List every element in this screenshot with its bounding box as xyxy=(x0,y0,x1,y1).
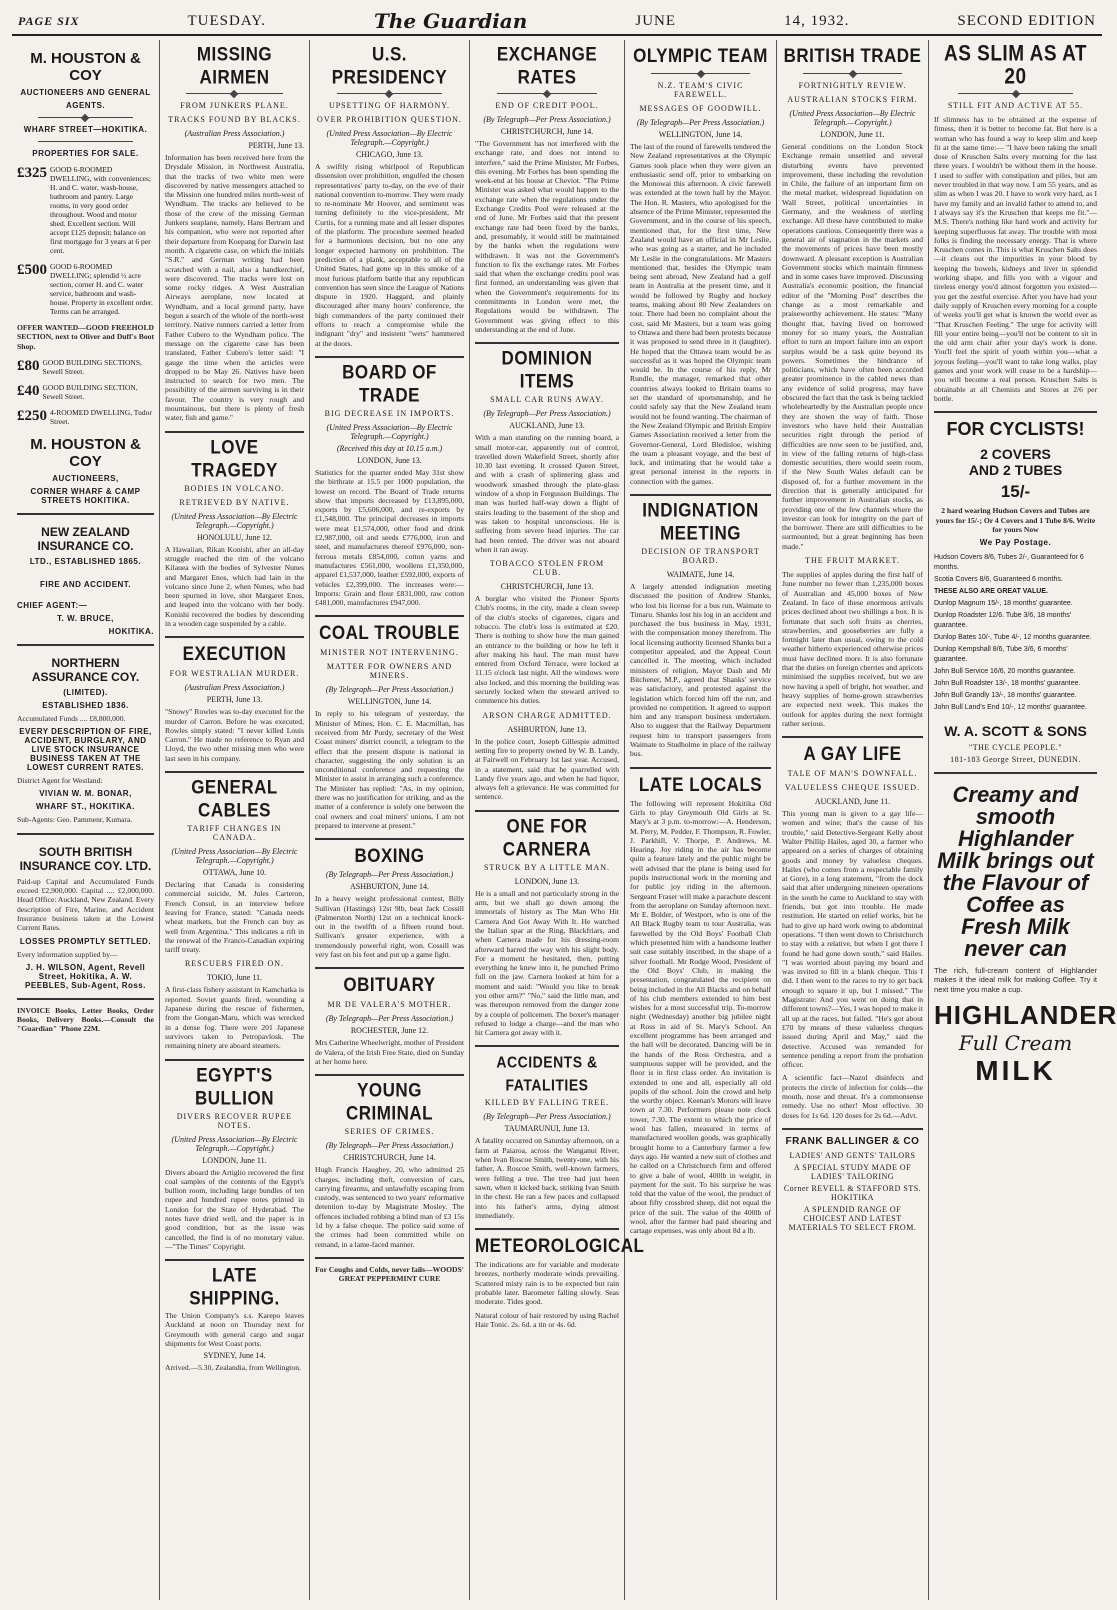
subheading: TALE OF MAN'S DOWNFALL. xyxy=(787,769,918,779)
article-body: The supplies of apples during the first half of June number no fewer than 1,235,000 boxes of Australian and 45,000 boxes of New Zealand. In face of these enormous arrivals prices declined about two shillings a box. It is fortunate that such soft fruits as cherries, strawberries, and gooseberries are fully a fortnight later than usual, owing to the cold weather hitherto experienced otherwise prices must have declined more. It is also fortunate that the duties on foreign cherries and apricots minimised the supplies received, but we are now having a spell of bright, hot weather, and heavy supplies of home-grown strawberries are expected next week. This makes the outlook for apples during the next fortnight rather serious. xyxy=(782,570,923,728)
ad-ballinger-special: A SPECIAL STUDY MADE OF LADIES' TAILORING xyxy=(793,1162,912,1181)
divider xyxy=(958,93,1072,94)
column-5 xyxy=(625,40,777,1600)
headline-coal-trouble: COAL TROUBLE xyxy=(319,621,460,644)
ad-cyclists xyxy=(934,419,1097,502)
dateline: LONDON, June 13. xyxy=(514,876,580,886)
divider xyxy=(165,1259,304,1261)
divider xyxy=(186,93,283,94)
dateline: CHRISTCHURCH, June 13. xyxy=(500,582,594,592)
agency-credit: (United Press Association—By Electric Telegraph.—Copyright.) xyxy=(171,511,298,530)
headline-general-cables: GENERAL CABLES xyxy=(191,776,278,821)
ad-ballinger-sub: LADIES' AND GENTS' TAILORS xyxy=(789,1150,916,1160)
subheading: END OF CREDIT POOL. xyxy=(495,101,599,110)
dateline: ROCHESTER, June 12. xyxy=(350,1026,429,1036)
ad-scott-title: W. A. SCOTT & SONS xyxy=(944,723,1087,740)
subheading: FROM JUNKERS PLANE. xyxy=(180,101,289,110)
ad-northern-title: NORTHERN ASSURANCE COY. xyxy=(31,655,140,684)
property-desc: GOOD BUILDING SECTION, Sewell Street. xyxy=(42,382,138,401)
headline-execution: EXECUTION xyxy=(182,642,287,665)
property-price: £80 xyxy=(17,357,40,374)
divider xyxy=(651,73,750,74)
divider xyxy=(475,810,619,812)
divider xyxy=(475,1228,619,1230)
masthead-date: 14, 1932. xyxy=(784,12,850,29)
edition-label: SECOND EDITION xyxy=(957,12,1096,29)
ad-district-agent: District Agent for Westland: xyxy=(17,776,103,786)
dateline: LONDON, June 11. xyxy=(202,1155,267,1165)
divider xyxy=(803,73,902,74)
agency-credit: (United Press Association—By Electric Telegraph.—Copyright.) xyxy=(171,847,298,866)
page-number: PAGE SIX xyxy=(18,13,80,28)
article-body: The last of the round of farewells tendered the New Zealand representatives at the Olympic Games took place when they were given an enthusiastic send off, prior to embarking on the Monowai this afternoon. A civic farewell was extended at the town hall by the Mayor. The Hon. R. Masters, who apologised for the absence of the Prime Minister, represented the Government, and in the course of his speech, mentioned that, for the first time, New Zealand would have an official in Mr Leslie, who was going as a starter, and he included Mr Leslie in the congratulations. Mr Masters mentioned that, besides the Olympic team being sent abroad, New Zealand had a golf team in Australia at the present time, and it would be followed by Rugby and hockey teams, making about 80 New Zealanders on tour. There had been no complaint about the cost, said Mr Masters, but a team was going to Ottawa and there had been protests because it was proposed to send three in it (laughter). He hoped that the Ottawa team would be as successful as it was hoped the Olympic team would be. In the course of his reply, Mr Rundle, the manager, remarked that other countries always looked to Britain teams to set the standard of sportsmanship, and he could safely say that the New Zealand team would not be found wanting. The chairman of the New Zealand Olympic and British Empire Games Association received a letter from the Governor-General, Lord Bledisloe, wishing the team a pleasant voyage, and the best of luck, and intimating that he would take a great personal interest in the reports in connection with the games. xyxy=(630,142,771,486)
ad-losses: LOSSES PROMPTLY SETTLED. xyxy=(19,936,152,946)
column-7 xyxy=(929,40,1117,1600)
subheading: STRUCK BY A LITTLE MAN. xyxy=(483,862,611,872)
masthead-day: TUESDAY. xyxy=(187,12,266,29)
dateline: HONOLULU, June 12. xyxy=(196,532,273,542)
divider xyxy=(165,1059,304,1061)
subheading: SERIES OF CRIMES. xyxy=(344,1127,435,1137)
article-body: A fatality occurred on Saturday afternoon, on a farm at Paiaroa, across the Wanganui River, when Ivan Roscoe Smith, twenty-one, with his father, A. Roscoe Smith, well-known farmers, were felling a tree. The tree had just been sawn, when it kicked back, striking Ivan Smith in the chest. He ran a few paces and collapsed into his father's arms, dying almost immediately. xyxy=(475,1136,619,1220)
ad-cyclists-postage: We Pay Postage. xyxy=(979,538,1052,548)
ad-northern-desc: EVERY DESCRIPTION OF FIRE, ACCIDENT, BURGLARY, AND LIVE STOCK INSURANCE BUSINESS TAKEN AT THE LOWEST CURRENT RATES. xyxy=(19,727,152,773)
subheading: MR DE VALERA'S MOTHER. xyxy=(327,1000,452,1010)
ad-cyclists-covers: 2 COVERS xyxy=(980,446,1051,463)
property-desc: GOOD BUILDING SECTIONS, Sewell Street. xyxy=(42,357,142,376)
divider xyxy=(38,141,134,142)
property-price: £500 xyxy=(17,262,47,278)
ad-properties-heading: PROPERTIES FOR SALE. xyxy=(32,149,139,158)
agency-credit: (Received this day at 10.15 a.m.) xyxy=(336,443,443,453)
list-item: John Bull Grandly 13/-, 18 months' guarantee. xyxy=(934,692,1077,700)
article-body: A first-class fishery assistant in Kamchatka is reported. Soviet guards fired, wounding a Japanese during the rescue of fishermen, from the Gongan-Maru, which was wrecked in a dense fog. There were 201 Japanese survivors taken to Petropavlosk. The remaining ninety are aboard steamers. xyxy=(165,985,304,1051)
dateline: SYDNEY, June 14. xyxy=(203,1351,266,1361)
agency-credit: (By Telegraph—Per Press Association.) xyxy=(483,115,611,124)
column-4 xyxy=(470,40,645,1600)
property-desc: 4-ROOMED DWELLING, Tudor Street. xyxy=(50,407,152,426)
article-body: Arrived.—5.30, Zealandia, from Wellington. xyxy=(165,1363,301,1373)
article-body: A burglar who visited the Pioneer Sports Club's rooms, in the city, made a clean sweep of the club's stocks of cigarettes, cigars and tobacco. The club's loss is estimated at £20. There is nothing to show how the man gained an entrance to the building or how he left it after making his haul. The man must have entered from Oxford Terrace, were locked at 11.15 o'clock last night. All the windows were also locked, and this morning the building was securely locked when the steward arrived to commence his duties. xyxy=(475,594,619,706)
column-1 xyxy=(12,40,160,1600)
headline-as-slim-as-at-20: AS SLIM AS AT 20 xyxy=(943,41,1088,89)
masthead-month: JUNE xyxy=(635,12,677,29)
divider xyxy=(934,772,1097,774)
property-listing xyxy=(17,358,154,376)
ad-info: Every information supplied by— xyxy=(17,949,118,959)
divider xyxy=(165,431,304,433)
dateline: TAUMARUNUI, June 13. xyxy=(504,1124,590,1134)
agency-credit: (By Telegraph—Per Press Association.) xyxy=(325,685,454,695)
ad-ballinger-address: Corner REVELL & STAFFORD STS. HOKITIKA xyxy=(783,1183,922,1202)
divider xyxy=(630,494,771,496)
subheading: MESSAGES OF GOODWILL. xyxy=(639,104,762,113)
article-body: The following will represent Hokitika Old Girls to play Greymouth Old Girls at St. Mary's at 3 p.m. to-morrow:—A. Henderson, M. Perry, M. Pedder, F. Thompson, R. Fowler, J. Parkhill, V. Thorpe, P. Andrews, M. Hearing. Joy riding in the air has become quite a feature lately and the public might be well advised that the plane is being used for pupils instructional work in the morning and for public joy riding in the afternoon. Sergeant Fraser will make a parachute descent from the aeroplane on Sunday afternoon next. Mr E. Bolder, of Westport, who is one of the All Black Rugby team to tour Australia, was farewelled by the Old Boys' Football Club which presented him with a handsome leather suit case suitably inscribed, in the shape of a silver football. Mr Rodge Wood, President of the Old Boys' Club, in making the presentation, congratulated the recipient on being included in the All Blacks and on behalf of his club members extended to him best wishes for a most successful trip. To-morrow night (Wednesday) another big jubilee night at Ross in aid of St. Mary's School. An excellent programme has been arranged and the hall will be decorated. Dancing will be in the hands of the Ross Orchestra, and a sumptuous supper will be provided, and the floor is in first class order. An invitation is extended to one and all, especially all old pupils of the school. Join the crowd and help the worthy object. Keenan's Motors will leave town at 7.30. Performers please note clock tower, 7.30. The extent to which the price of wool has fallen, measured in terms of manufactured woollen goods, was graphically brought home to a Canterbury farmer a few days ago. He wanted a new suit of clothes and he called on a Christchurch firm and offered to give a bale of wool, 400lb in weight, in payment for the suit. To his surprise he was told that the value of the wool, the product of about fifty crossbred sheep, did not equal the price of the suit. The value of the 400lb of wool, after the farmer had paid shearing and cartage expenses, was only about 8d a lb. xyxy=(630,798,771,1236)
headline-exchange-rates: EXCHANGE RATES xyxy=(496,43,598,88)
dateline: WELLINGTON, June 14. xyxy=(347,697,432,707)
divider xyxy=(337,93,441,94)
ad-highlander-slogan: Creamy and smooth Highlander Milk brings out the Flavour of Coffee as Fresh Milk never can xyxy=(937,782,1094,962)
divider xyxy=(475,1045,619,1047)
divider xyxy=(315,967,464,969)
subheading: DIVERS RECOVER RUPEE NOTES. xyxy=(176,1111,293,1130)
subheading: SMALL CAR RUNS AWAY. xyxy=(490,395,604,405)
ad-northern-est: ESTABLISHED 1836. xyxy=(42,700,129,710)
dateline: LONDON, June 11. xyxy=(820,130,885,139)
divider xyxy=(17,833,154,835)
subheading: N.Z. TEAM'S CIVIC FAREWELL. xyxy=(657,81,744,99)
headline-young-criminal: YOUNG CRIMINAL xyxy=(345,1079,434,1125)
subheading: MINISTER NOT INTERVENING. xyxy=(320,648,459,658)
list-item: Scotia Covers 8/6, Guaranteed 6 months. xyxy=(934,576,1063,584)
ad-scott-sub: "THE CYCLE PEOPLE." xyxy=(968,743,1063,753)
dateline: PERTH, June 13. xyxy=(206,695,263,705)
list-item: John Bull Service 16/6, 20 months guarantee. xyxy=(934,668,1076,676)
ad-invoice-books: INVOICE Books, Letter Books, Order Books, Delivery Books.—Consult the "Guardian" 'Phone 22M. xyxy=(17,1005,154,1034)
agency-credit: (Australian Press Association.) xyxy=(184,683,285,693)
divider xyxy=(497,93,598,94)
dateline: ASHBURTON, June 14. xyxy=(350,882,429,892)
divider xyxy=(315,1074,464,1076)
divider xyxy=(630,767,771,769)
ad-cyclists-tubes: AND 2 TUBES xyxy=(968,462,1063,479)
ad-northern-ltd: (LIMITED). xyxy=(63,687,108,697)
ad-houston-sub: AUCTIONEERS AND GENERAL xyxy=(20,88,151,97)
subheading: DECISION OF TRANSPORT BOARD. xyxy=(641,546,760,565)
article-body: The Union Company's s.s. Karepo leaves Auckland at noon on Thursday next for Greymouth with general cargo and sugar shipments for West Coast ports. xyxy=(165,1311,304,1349)
article-body: He is a small and not particularly strong in the arm, but we shall go down among the immortals of history as The Man Who Hit Carnera And Got Away With It. He watched the Italian spar at the Ring, Blackfriars, and when Carnera made for his dressing-room afterward barred the way with his slight body. For a moment he hesitated, then, putting everything he knew into it, he punched Primo full on the jaw. Carnera looked at him for a moment and said: "Would you like to break you other arm?" "No," said the little man, and was thereupon removed from the danger zone by a couple of policemen. The boxer's manager refused to lodge a charge—and the man who hit Carnera got away with it. xyxy=(475,888,619,1038)
subheading: OVER PROHIBITION QUESTION. xyxy=(317,115,462,124)
article-body: Statistics for the quarter ended May 31st show the birthrate at 15.5 per 1000 population, the lowest on record. The Board of Trade returns show that imports decreased by £13,895,000, exports by £5,606,000, and re-exports by £1,548,000. The principal decreases in imports were meat £1,574,000, other food and drink £2,987,000, oil and seeds £776,000, iron and steel, and manufactures thereof £976,000, non-ferrous metals £854,000, cotton yarns and manufactures £561,000, woollens £1,350,000, apparel £1,537,000, leather £592,000, exports of vehicles £2,399,000. The increases were:—Imports: Grain and flour £831,000, raw cotton £481,000, manufactures £947,000. xyxy=(315,467,464,608)
ad-subagents: Sub-Agents: Geo. Pammenr, Kumara. xyxy=(17,815,133,825)
list-item: John Bull Roadster 13/-, 18 months' guarantee. xyxy=(934,680,1081,688)
divider xyxy=(17,644,154,646)
agency-credit: (United Press Association—By Electric Telegraph.—Copyright.) xyxy=(326,129,453,147)
headline-love-tragedy: LOVE TRAGEDY xyxy=(191,435,278,481)
headline-missing-airmen: MISSING AIRMEN xyxy=(196,43,273,88)
headline-indignation-meeting: INDIGNATION MEETING xyxy=(642,498,759,544)
ad-houston-sub2: AGENTS. xyxy=(65,101,106,110)
subheading: TARIFF CHANGES IN CANADA. xyxy=(187,824,282,843)
subheading: TOBACCO STOLEN FROM CLUB. xyxy=(489,559,605,578)
ad-chief-agent-label: CHIEF AGENT:— xyxy=(17,600,88,610)
ad-houston-title-2: M. HOUSTON & COY xyxy=(30,435,141,470)
agency-credit: (United Press Association—By Electric Telegraph.—Copyright.) xyxy=(789,109,916,127)
property-price: £40 xyxy=(17,382,40,399)
article-body: Mrs Catherine Wheelwright, mother of President de Valera, of the Irish Free State, died on Sunday at her home here. xyxy=(315,1038,464,1066)
dateline: CHICAGO, June 13. xyxy=(355,150,424,159)
subheading: THE FRUIT MARKET. xyxy=(805,556,900,566)
column-3 xyxy=(310,40,470,1600)
agency-credit: (Australian Press Association.) xyxy=(184,129,285,138)
ad-agent-name: T. W. BRUCE, xyxy=(57,613,114,623)
ad-northern-funds: Accumulated Funds .... £8,800,000. xyxy=(17,713,126,723)
ad-fire-accident: FIRE AND ACCIDENT. xyxy=(39,579,132,589)
column-6 xyxy=(777,40,929,1600)
dateline: LONDON, June 13. xyxy=(357,455,422,465)
subheading: STILL FIT AND ACTIVE AT 55. xyxy=(947,101,1084,110)
property-desc: GOOD 6-ROOMED DWELLING; splendid ½ acre section, corner H. and C. water service, bathroom and wash-house. Property in excellent order. Terms can be arranged. xyxy=(50,262,153,316)
subheading: RESCUERS FIRED ON. xyxy=(184,959,285,969)
dateline: CHRISTCHURCH, June 14. xyxy=(343,1153,436,1163)
ad-highlander-text: The rich, full-cream content of Highlander makes it the ideal milk for making Coffee. Try it next time you make a cup. xyxy=(934,966,1097,994)
agency-credit: (By Telegraph—Per Press Association.) xyxy=(483,409,611,419)
divider xyxy=(17,513,154,515)
ad-ballinger-title: FRANK BALLINGER & CO xyxy=(785,1135,920,1147)
headline-accidents: ACCIDENTS & FATALITIES xyxy=(496,1052,598,1095)
ad-highlander-brand: HIGHLANDER xyxy=(934,999,1117,1030)
subheading: MATTER FOR OWNERS AND MINERS. xyxy=(326,662,453,681)
list-item: Dunlop Kempshall 8/6, Tube 3/6, 6 months' guarantee. xyxy=(934,646,1068,664)
agency-credit: (By Telegraph—Per Press Association.) xyxy=(483,1112,611,1122)
subheading: UPSETTING OF HARMONY. xyxy=(328,101,451,110)
ad-cyclists-note: 2 hard wearing Hudson Covers and Tubes are yours for 15/-; Or 4 Covers and 1 Tube 8/6. Write for yours Now xyxy=(935,506,1096,534)
subheading: ARSON CHARGE ADMITTED. xyxy=(482,710,612,720)
dateline: AUCKLAND, June 11. xyxy=(814,797,891,807)
columns xyxy=(12,40,1117,1600)
headline-dominion-items: DOMINION ITEMS xyxy=(501,347,593,393)
agency-credit: (By Telegraph—Per Press Association.) xyxy=(636,118,765,127)
article-body: A largely attended indignation meeting discussed the position of Andrew Shanks, who lost his license for a bus run, Waimate to Timaru. Shanks lost his log in an accident and purchased the bus business in May, 1931, with the compensation money therefrom. The local licensing authority licensed Shanks but a competitor appealed, and the Appeal Court cancelled it. The meeting, which included ministers of religion, Mayor Dash and Mr Bitchener, M.P., agreed that Shanks' service was satisfactory, and protested against the legislation which forced him off the run, and provided no competition. It agreed to support him and any transport business undertaken. Also to suggest that the Railway Department request him to transport passengers from Waimate to Studholme in place of the railway bus. xyxy=(630,581,771,759)
property-offer: OFFER WANTED—GOOD FREEHOLD SECTION, next to Oliver and Duff's Boot Shop. xyxy=(17,323,154,351)
article-body: In a heavy weight professional contest, Billy Sullivan (Hastings) 12st 9lb, beat Jack Cossill (Palmerston North) 12st on a technical knock-out in the twelfth of a fifteen round bout. Sullivan's greater experience, with a tremendously powerful right, won. Cossill was very fast on his feet and put up a game fight. xyxy=(315,894,464,960)
divider xyxy=(934,411,1097,413)
ad-houston-address: CORNER WHARF & CAMP STREETS HOKITIKA. xyxy=(30,486,141,505)
property-listing xyxy=(17,262,154,316)
ad-cyclists-title: FOR CYCLISTS! xyxy=(946,419,1085,440)
headline-late-shipping: LATE SHIPPING. xyxy=(189,1264,280,1310)
divider xyxy=(165,771,304,773)
headline-egypts-bullion: EGYPT'S BULLION xyxy=(194,1063,275,1109)
ad-vivian-address: WHARF ST., HOKITIKA. xyxy=(36,802,135,812)
ad-cyclists-price: 15/- xyxy=(1000,482,1031,502)
divider xyxy=(165,636,304,638)
masthead xyxy=(12,8,1102,36)
dateline: ASHBURTON, June 13. xyxy=(507,724,587,734)
property-price: £325 xyxy=(17,165,47,181)
dateline: WAIMATE, June 14. xyxy=(666,569,735,579)
divider xyxy=(782,1128,923,1130)
ad-south-british-capital: Paid-up Capital and Accumulated Funds exceed £2,900,000. Capital .... £2,000,000. Head Office: Auckland, New Zealand. Every description of Fire, Marine, and Accident Insurance business taken at the Lowest Current Rates. xyxy=(17,876,154,933)
paper-title: The Guardian xyxy=(374,9,528,33)
agency-credit: (By Telegraph—Per Press Association.) xyxy=(325,870,454,880)
divider xyxy=(17,998,154,1000)
ad-wilson: J. H. WILSON, Agent, Revell Street, Hokitika, A. W. PEEBLES, Sub-Agent, Ross. xyxy=(25,962,146,990)
headline-meteorological: METEOROLOGICAL xyxy=(475,1234,645,1257)
column-2 xyxy=(160,40,310,1600)
subheading: AUSTRALIAN STOCKS FIRM. xyxy=(787,95,918,104)
ad-highlander-fullcream: Full Cream xyxy=(958,1030,1073,1055)
headline-british-trade: BRITISH TRADE xyxy=(783,44,922,67)
article-body: With a man standing on the running board, a small motor-car, apparently out of control, travelled down Wakefield Street, shortly after 10.30 last evening. It crossed Queen Street, and with a crash of splintering glass and woodwork smashed through the plate-glass window of a shop in Fergusson Buildings. The man was hurled half-way down a flight of stairs leading to the basement of the shop and was taken to hospital unconscious. He is suffering from severe head injuries. The car had been rented. The driver was not aboard when it ran away. xyxy=(475,433,619,554)
article-body: "The Government has not interfered with the exchange rate, and does not intend to interfere," said the Prime Minister, Mr Forbes, this evening. Mr Forbes has been spending the week-end at his house at Cheviot. "The Prime Minister was asked what would happen to the exchange rate when the regulations under the Exchange Credits Pool were released at the end of June. Mr Forbes said that the present exchange rate had been fixed by the banks, and, presumably, it would still be maintained by the banks when the regulations were withdrawn. It was not the Government's function to fix the exchange rates. Mr Forbes said that when the exchange credits pool was first formed, an understanding was given that when the Government's requirements for its commitments in London were met, the Regulations would be withdrawn. The Government was giving effect to this understanding at the end of June. xyxy=(475,139,619,334)
agency-credit: (United Press Association—By Electric Telegraph.—Copyright.) xyxy=(326,422,453,441)
divider xyxy=(315,838,464,840)
subheading: RETRIEVED BY NATIVE. xyxy=(179,497,290,507)
subheading: BODIES IN VOLCANO. xyxy=(184,483,285,493)
ad-nz-insurance-title: NEW ZEALAND INSURANCE CO. xyxy=(37,524,134,553)
divider xyxy=(475,342,619,344)
article-body: "Snowy" Rowles was to-day executed for the murder of Carron. Before he was executed, Rowles simply stated: "I never killed Louis Carron." He made no reference to Ryan and Lloyd, the two other missing men who were last seen in his company. xyxy=(165,707,304,763)
list-item: Dunlop Roadster 12/6. Tube 3/6, 18 months' guarantee. xyxy=(934,612,1072,630)
article-body: This young man is given to a gay life—women and wine; that's the cause of his trouble," said Detective-Sergeant Kelly about Walter Phillip Hailes, aged 30, a farmer who appeared on a series of charges of obtaining goods and money by valueless cheques. Hailes (who comes from a respectable family at Gore), in a long statement, "from the dock said that after undergoing nineteen operations in the south he came to Auckland to stay with friends, but got into trouble. He made restitution. He started on relief works, but he had to give up hard work owing to abdominal operations. "I then went down to Christchurch to stay with a relative, but when I got there I found he had gone down south," said Hailes. "I was worried about paying my board and was invited to fill in a blank cheque. This I did. I then went to the races to try to get back enough to square it up, but I missed." The Magistrate: And you went on doing that in different towns?—Yes, I was hoped to make it all up at the races, but failed. "He's got about £70 by means of these valueless cheques issued during April and May," said the detective. Accused was remanded for sentence pending a report from the probation officer. xyxy=(782,809,923,1070)
article-body: Information has been received here from the Drysdale Mission, in Northwest Australia, that the tracks of two white men were discovered by native messengers attached to the Mission one hundred miles north-west of Wyndham. The tracks are believed to be those of the crew of the missing German Junkers seaplane, namely, Hans Bertram and his companion, who were not reported after their departure from Koepang for Darwin last month. A cigarette case, on which the initials "S.R." and German writing had been scratched with a nail, also a handkerchief, were discovered. The tracks were lost on some rocky ridges. A West Australian Airways aeroplane, now located at Wyndham, and a local ground party, have begun a search of the whole of the north-west territory. Native runners carried a letter from Father Cubero to the Wyndham police. The message on the cigarette case has been translated, Father Cubero's letter said: "I gauge the time when the articles were dropped to be May 26. Natives have been instructed to search for two men. The possibility of the airmen surviving is in their favour. The country is very rough and mountainous, but there is plenty of fresh water, fish and game." xyxy=(165,153,304,423)
property-listing xyxy=(17,408,154,426)
headline-us-presidency: U.S. PRESIDENCY xyxy=(331,43,448,88)
headline-olympic-team: OLYMPIC TEAM xyxy=(633,44,768,67)
property-desc: GOOD 6-ROOMED DWELLING, with conveniences; H. and C. water, wash-house, bathroom and pantry. Large rooms, in very good order throughout. Wood and motor shed. Excellent section. Will accept £125 deposit; balance on first mortgage for 3 years at 6 per cent. xyxy=(50,165,152,255)
subheading: VALUELESS CHEQUE ISSUED. xyxy=(784,783,921,793)
list-item: John Bull Land's End 10/-, 12 months' guarantee. xyxy=(934,704,1087,712)
list-item: Dunlop Bates 10/-, Tube 4/-, 12 months guarantee. xyxy=(934,634,1092,642)
subheading: TRACKS FOUND BY BLACKS. xyxy=(168,115,301,124)
subheading: BIG DECREASE IN IMPORTS. xyxy=(324,408,455,418)
headline-late-locals: LATE LOCALS xyxy=(638,773,763,795)
headline-board-of-trade: BOARD OF TRADE xyxy=(342,360,437,406)
ad-nazol: A scientific fact—Nazol disinfects and protects the circle of infection for colds—the mouth, nose and throat. It's a commonsense remedy. Use no other! Most effective. 30 doses for 1s 6d. 120 doses for 2s 6d.—Advt. xyxy=(782,1073,923,1120)
property-price: £250 xyxy=(17,407,47,424)
article-body: Declaring that Canada is considering commercial suicide, M. Jules Carteron, French Consul, in an interview before leaving for France, stated: "Canada needs wheat markets, but the French can buy as well from Argentina." This indicates a rift in the renewal of the Franco-Canadian expiring tariff treaty. xyxy=(165,880,304,955)
ad-highlander-milk-word: MILK xyxy=(975,1054,1056,1086)
subheading: FORTNIGHTLY REVIEW. xyxy=(798,81,907,90)
article-body: In the police court, Joseph Gillespie admitted setting fire to property owned by W. B. Landy, at Fairwell on February 1st last year. Accused, in a statement, said that he quarrelled with Landy five years ago, and when he had liquor, always felt a grievance. He was committed for sentence. xyxy=(475,736,619,802)
article-body: A Hawaiian, Rikan Konishi, after an all-day struggle reached the rim of the volcano Kilauea with the bodies of Sylvester Nunes and Margaret Enos, which had lain in the volcano since June 2, when Nunes, who had been spurned in love, shot Margaret Enos, and leaped into the volcano with her body. Konishi recovered the bodies by descending in a wooden cage suspended by a cable. xyxy=(165,544,304,628)
ad-highlander-milk xyxy=(934,782,1117,1087)
ad-agent-town: HOKITIKA. xyxy=(108,626,154,636)
article-body: The indications are for variable and moderate breezes, northerly moderate winds prevailing. Scattered misty rain is to be expected but rain probable later. Barometer falling slowly. Seas moderate. Tides good. xyxy=(475,1260,619,1307)
divider xyxy=(315,615,464,617)
headline-boxing: BOXING xyxy=(354,844,425,867)
article-body: Hugh Francis Haughey, 20, who admitted 25 charges, including theft, conversion of cars, carrying firearms, and unlawfully escaping from custody, was sentenced to two years' reformative detention to-day by Magistrate Mosley. The offences included robbing a blind man of £3 15s 1d by a false cheque. The police said some of the crimes had been committed while on remand, in a lame-faced manner. xyxy=(315,1165,464,1249)
ad-vivian-name: VIVIAN W. M. BONAR, xyxy=(39,789,132,799)
dateline: PERTH, June 13. xyxy=(248,141,304,150)
headline-obituary: OBITUARY xyxy=(343,973,436,996)
list-item: THESE ALSO ARE GREAT VALUE. xyxy=(934,588,1048,596)
ad-hair-tonic: Natural colour of hair restored by using Rachel Hair Tonic. 2s. 6d. a tin or 4s. 6d. xyxy=(475,1310,619,1329)
ad-ballinger-range: A SPLENDID RANGE OF CHOICEST AND LATEST MATERIALS TO SELECT FROM. xyxy=(788,1204,917,1232)
divider xyxy=(38,117,134,118)
article-body: Divers aboard the Artiglio recovered the first coal samples of the contents of the Egypt's bullion room, including large bundles of ten rupee and hundred rupee notes printed in London for the State of Hyderabad. The notes have dried well, and the paper is in good condition, but as the issue was cancelled, the find is of no monetary value.—"The Times" Copyright. xyxy=(165,1167,304,1251)
ad-south-british-title: SOUTH BRITISH INSURANCE COY. LTD. xyxy=(19,844,152,873)
divider xyxy=(315,1257,464,1259)
list-item: Hudson Covers 8/6, Tubes 2/-, Guaranteed for 6 months. xyxy=(934,554,1084,572)
article-body: A swiftly rising whirlpool of Republican dissension over prohibition, engulfed the chosen representatives' party to-day, on the eve of their national convention to-morrow. They were ready to re-nominate Mr Hoover, and sentiment was turning definitely to the vice-president, Mr Curtis, for a running mate and all lesser disputes of the platform. The procedure seemed headed for a harmonious decision, but no one any longer expected harmony on prohibition. The prediction of a plank, acceptable to all of the United States, had gone up in this smoke of a most furious platform battle that any republican convention has seen since the League of Nations dispute in 1920. Haggard, and plainly discouraged after many hours' conference, the high commanders of the party continued their efforts to reach a compromise while the indignant "dry" and insistent "wets" hammered at the doors. xyxy=(315,162,464,348)
agency-credit: (United Press Association—By Electric Telegraph.—Copyright.) xyxy=(171,1134,298,1153)
subheading: FOR WESTRALIAN MURDER. xyxy=(169,669,300,679)
ad-nz-insurance-est: LTD., ESTABLISHED 1865. xyxy=(29,556,142,566)
dateline: AUCKLAND, June 13. xyxy=(509,421,585,431)
dateline: TOKIO, June 11. xyxy=(206,973,263,983)
ad-scott-address: 181-183 George Street, DUNEDIN. xyxy=(950,755,1081,765)
ad-houston-title: M. HOUSTON & COY xyxy=(30,50,141,84)
ad-houston-sub: AUCTIONEERS, xyxy=(52,473,119,483)
divider xyxy=(782,736,923,738)
agency-credit: (By Telegraph—Per Press Association.) xyxy=(325,1141,454,1151)
property-listing xyxy=(17,383,154,401)
ad-woods-peppermint: For Coughs and Colds, never fails—WOODS' GREAT PEPPERMINT CURE xyxy=(315,1264,464,1284)
list-item: Dunlop Magnum 15/-, 18 months' guarantee. xyxy=(934,600,1073,608)
article-body: General conditions on the London Stock Exchange remain unsettled and several disturbing events have prevented improvement, these including the revolution in Chile, the failure of an important firm on the metal market, widespread liquidation on Wall Street, political uncertainties in Germany, and the weakness of sterling exchange. All these have contributed to make operations cautious. Consequently there was a general air of stagnation in the markets and the movements of prices have been mostly downward. A pleasant exception is Australian Government stocks which maintain firmness and in some cases have improved. Discussing Australia's economic position, the financial editor of the "Morning Post" describes the change as a most remarkable and praiseworthy achievement. He states: "Many thought that, having lived on borrowed money for so many years, the Australian effort to turn an import failure into an export surplus would be a task quite beyond its powers. Sometimes the hindrance of politicians, which have often been accorded greater prominence in the cabled news than any evidence of solid progress, may have obscured the fact that the task is being tackled wholeheartedly by the Australian people once they are shown the way of faith. Those investors who have held their Australian securities right through the period of difficulties are now seen to be justified, and, in view of the falling returns of high-class domestic securities, there would seem room, if the New South Wales default can be disposed of, for a further movement in the direction that is generally anticipated for further improvement in Australian stocks, as providing one of the few channels where the investor can look for integrity on the part of the borrower. There are still difficulties to be surmounted, but a great beginning has been made." xyxy=(782,142,923,551)
dateline: WELLINGTON, June 14. xyxy=(658,130,743,139)
headline-a-gay-life: A GAY LIFE xyxy=(803,742,902,765)
property-listing xyxy=(17,165,154,255)
ad-houston-address: WHARF STREET—HOKITIKA. xyxy=(23,125,148,134)
divider xyxy=(315,356,464,358)
dateline: CHRISTCHURCH, June 14. xyxy=(500,127,594,136)
tyre-price-list xyxy=(934,553,1097,713)
subheading: KILLED BY FALLING TREE. xyxy=(484,1098,610,1108)
headline-one-for-carnera: ONE FOR CARNERA xyxy=(502,814,592,860)
dateline: OTTAWA, June 10. xyxy=(202,868,267,878)
article-body: If slimness has to be obtained at the expense of fitness, then it is better to become fat. But here is a woman who has found a way to keep slim and keep fit at the same time:— "I have been taking the small dose of Kruschen Salts every morning for the last three years. I wouldn't be without them in the house. I used to suffer with constipation and piles, but am never troubled in that way now. I am 55 years, and as slim as when I was 20. I have to work very hard, as I have my family and an invalid father to attend to, and I always say it's the Kruschen that keeps me fit."—M.S. There's nothing like hard work and activity for keeping superfluous fat away. The trouble with most folks is finding the necessary energy. That is where Kruschen comes in. This is what Kruschen Salts does—it cleans out the impurities in your blood by keeping the bowels, kidneys and liver in splendid working shape, and fills you with a vigour and tireless energy you'd almost forgotten you existed—you get the zestful exercise. After you have had your daily supply of Kruschen every morning for a couple of weeks you'll get what is known the world over as "That Kruschen Feeling." The urge for activity will fill your entire being—you'll not be content to sit in the old arm chair after your day's work is done. You'll feel the spirit of youth within you—what a joyous feeling—you'll want to take long walks, play games and your work will cease to be a hardship—you will become a real person. Kruschen Salts is obtainable at all Chemists and Stores at 2/6 per bottle. xyxy=(934,115,1098,403)
article-body: In reply to his telegram of yesterday, the Minister of Mines, Hon. C. E. Macmillan, has received from Mr Purdy, secretary of the West Coast miners' district council, a telegram to the effect that the present dispute is national in character, suggesting the only solution is an unconditional conference and requesting the Minister to assist in arranging such a conference. The Minister has replied: "As, in my opinion, there was no justification for striking, and as the matter of a conference is solely one between the coal owners and coal miners' unions, I am not prepared to intervene at present." xyxy=(315,709,464,830)
agency-credit: (By Telegraph—Per Press Association.) xyxy=(325,1014,454,1024)
